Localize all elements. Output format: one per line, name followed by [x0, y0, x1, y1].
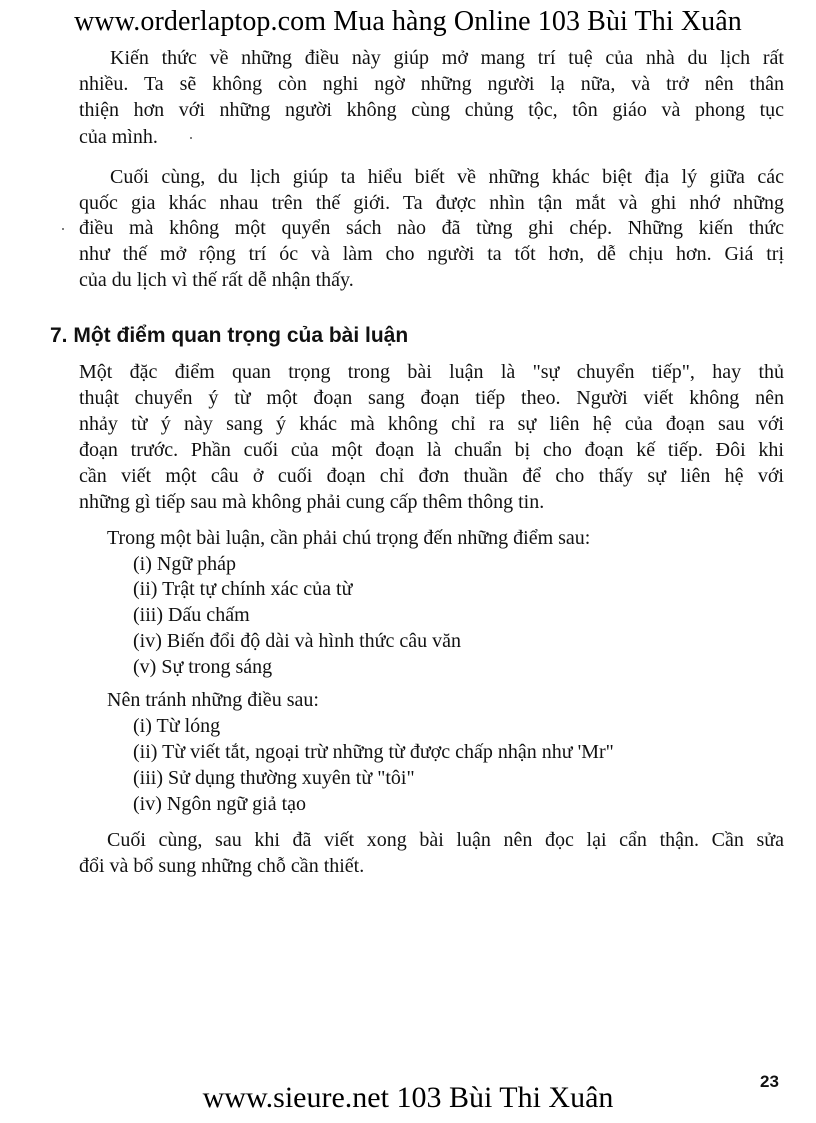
list-item: (i) Từ lóng — [133, 715, 221, 737]
paragraph-line: quốc gia khác nhau trên thế giới. Ta được nhìn tận mắt và ghi nhớ những — [79, 192, 784, 214]
list-item: (iii) Dấu chấm — [133, 604, 250, 626]
paragraph-line: đổi và bổ sung những chỗ cần thiết. — [79, 855, 365, 877]
scan-speck — [190, 137, 192, 139]
scan-speck — [62, 228, 64, 230]
paragraph-line: điều mà không một quyển sách nào đã từng ghi chép. Những kiến thức — [79, 217, 784, 239]
section-heading: 7. Một điểm quan trọng của bài luận — [50, 324, 409, 347]
paragraph-line: nhảy từ ý này sang ý khác mà không chỉ ra sự liên hệ của đoạn sau với — [79, 413, 784, 435]
page-number: 23 — [760, 1072, 779, 1091]
paragraph-line: thuật chuyển ý từ một đoạn sang đoạn tiếp theo. Người viết không nên — [79, 387, 784, 409]
list-item: (ii) Trật tự chính xác của từ — [133, 578, 353, 600]
paragraph-line: như thế mở rộng trí óc và làm cho người ta tốt hơn, dễ chịu hơn. Giá trị — [79, 243, 784, 265]
paragraph-line: Một đặc điểm quan trọng trong bài luận là "sự chuyển tiếp", hay thủ — [79, 361, 784, 383]
paragraph-line: Cuối cùng, du lịch giúp ta hiểu biết về những khác biệt địa lý giữa các — [110, 166, 784, 188]
paragraph-line: những gì tiếp sau mà không phải cung cấp thêm thông tin. — [79, 491, 545, 513]
list-item: (v) Sự trong sáng — [133, 656, 273, 678]
list-item: (iii) Sử dụng thường xuyên từ "tôi" — [133, 767, 415, 789]
list-item: (iv) Biến đổi độ dài và hình thức câu văn — [133, 630, 461, 652]
footer-watermark: www.sieure.net 103 Bùi Thi Xuân — [202, 1081, 614, 1114]
paragraph-line: nhiều. Ta sẽ không còn nghi ngờ những người lạ nữa, và trở nên thân — [79, 73, 784, 95]
list-item: (ii) Từ viết tắt, ngoại trừ những từ được chấp nhận như 'Mr" — [133, 741, 614, 763]
focus-list-intro: Trong một bài luận, cần phải chú trọng đến những điểm sau: — [107, 527, 591, 549]
paragraph-line: đoạn trước. Phần cuối của một đoạn là chuẩn bị cho đoạn kế tiếp. Đôi khi — [79, 439, 784, 461]
list-item: (iv) Ngôn ngữ giả tạo — [133, 793, 307, 815]
header-watermark: www.orderlaptop.com Mua hàng Online 103 Bùi Thi Xuân — [74, 6, 742, 37]
paragraph-line: thiện hơn với những người không cùng chủng tộc, tôn giáo và phong tục — [79, 99, 784, 121]
paragraph-line: Cuối cùng, sau khi đã viết xong bài luận nên đọc lại cẩn thận. Cần sửa — [107, 829, 784, 851]
avoid-list-intro: Nên tránh những điều sau: — [107, 689, 319, 711]
paragraph-line: Kiến thức về những điều này giúp mở mang trí tuệ của nhà du lịch rất — [110, 47, 784, 69]
paragraph-line: cần viết một câu ở cuối đoạn chỉ đơn thuần để cho thấy sự liên hệ với — [79, 465, 784, 487]
paragraph-line: của mình. — [79, 126, 158, 148]
list-item: (i) Ngữ pháp — [133, 553, 237, 575]
paragraph-line: của du lịch vì thế rất dễ nhận thấy. — [79, 269, 354, 291]
